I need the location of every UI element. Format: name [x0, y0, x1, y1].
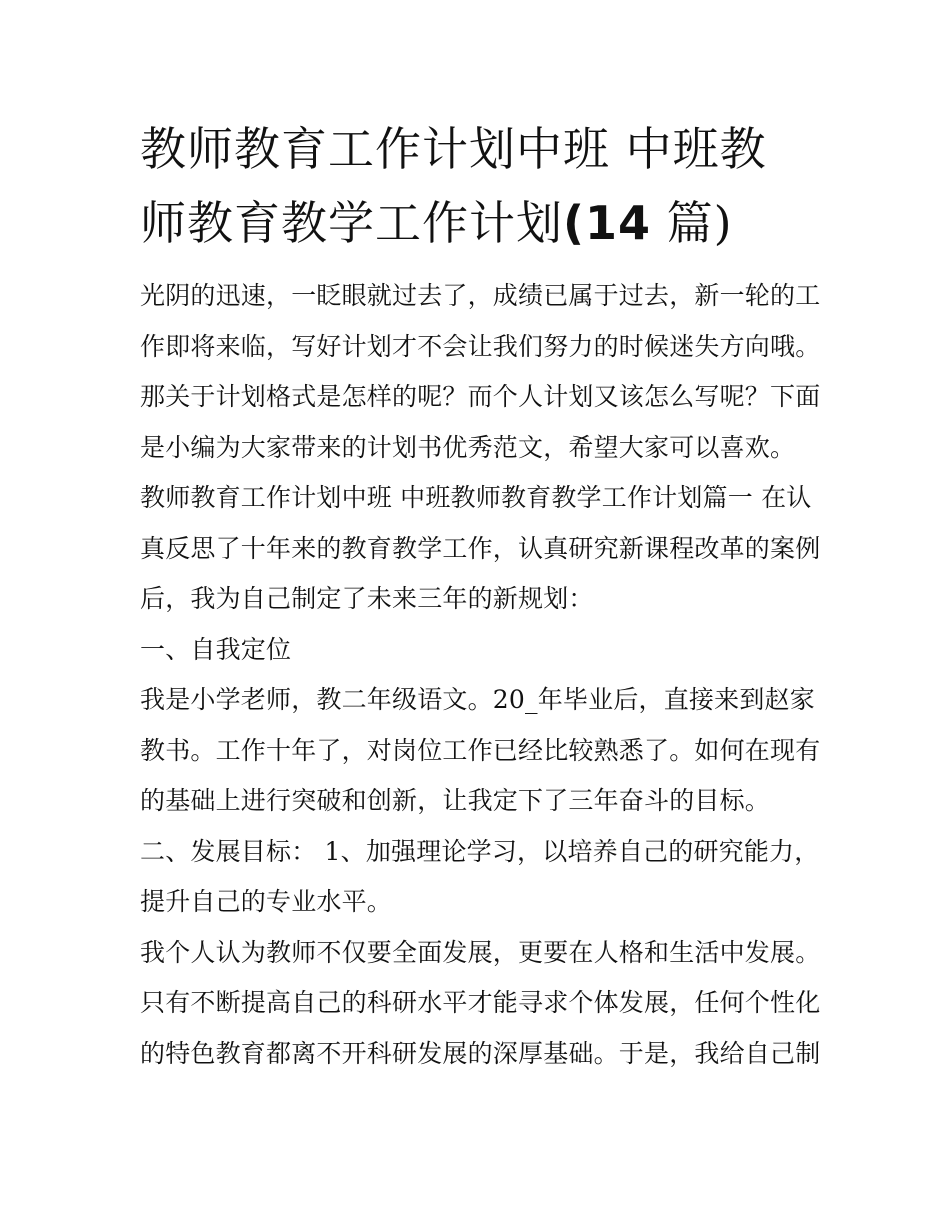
- body-line: 的基础上进行突破和创新，让我定下了三年奋斗的目标。: [140, 786, 771, 815]
- body-line: 只有不断提高自己的科研水平才能寻求个体发展，任何个性化: [140, 988, 821, 1017]
- title-count: (14: [563, 196, 652, 250]
- title-line-1: 教师教育工作计划中班 中班教: [140, 122, 767, 176]
- document-page: [140, 112, 820, 1079]
- body-line: 作即将来临，写好计划才不会让我们努力的时候迷失方向哦。: [140, 331, 821, 361]
- body-line: 教书。工作十年了，对岗位工作已经比较熟悉了。如何在现有: [140, 735, 821, 765]
- body-line: 的特色教育都离不开科研发展的深厚基础。于是，我给自己制: [140, 1038, 821, 1068]
- body-line: 提升自己的专业水平。: [140, 887, 393, 916]
- body-line: 教师教育工作计划中班 中班教师教育教学工作计划篇一 在认: [140, 483, 812, 512]
- body-line: 我是小学老师，教二年级语文。20_年毕业后，直接来到赵家: [140, 685, 815, 714]
- title-line-2: [140, 196, 733, 250]
- title-line-2-end: 篇): [666, 196, 733, 250]
- section-heading: 一、自我定位: [140, 634, 292, 664]
- body-line: 光阴的迅速，一眨眼就过去了，成绩已属于过去，新一轮的工: [140, 281, 821, 310]
- body-line: 是小编为大家带来的计划书优秀范文，希望大家可以喜欢。: [140, 432, 796, 462]
- body-line: 我个人认为教师不仅要全面发展，更要在人格和生活中发展。: [140, 937, 821, 967]
- document-title: [140, 112, 820, 260]
- body-line: 那关于计划格式是怎样的呢？而个人计划又该怎么写呢？下面: [140, 382, 821, 411]
- title-line-2-text: 师教育教学工作计划: [140, 196, 563, 250]
- section-heading: 二、发展目标： 1、加强理论学习，以培养自己的研究能力，: [140, 836, 820, 866]
- document-body: [140, 271, 820, 1079]
- body-line: 后，我为自己制定了未来三年的新规划：: [140, 584, 594, 613]
- body-line: 真反思了十年来的教育教学工作，认真研究新课程改革的案例: [140, 533, 821, 563]
